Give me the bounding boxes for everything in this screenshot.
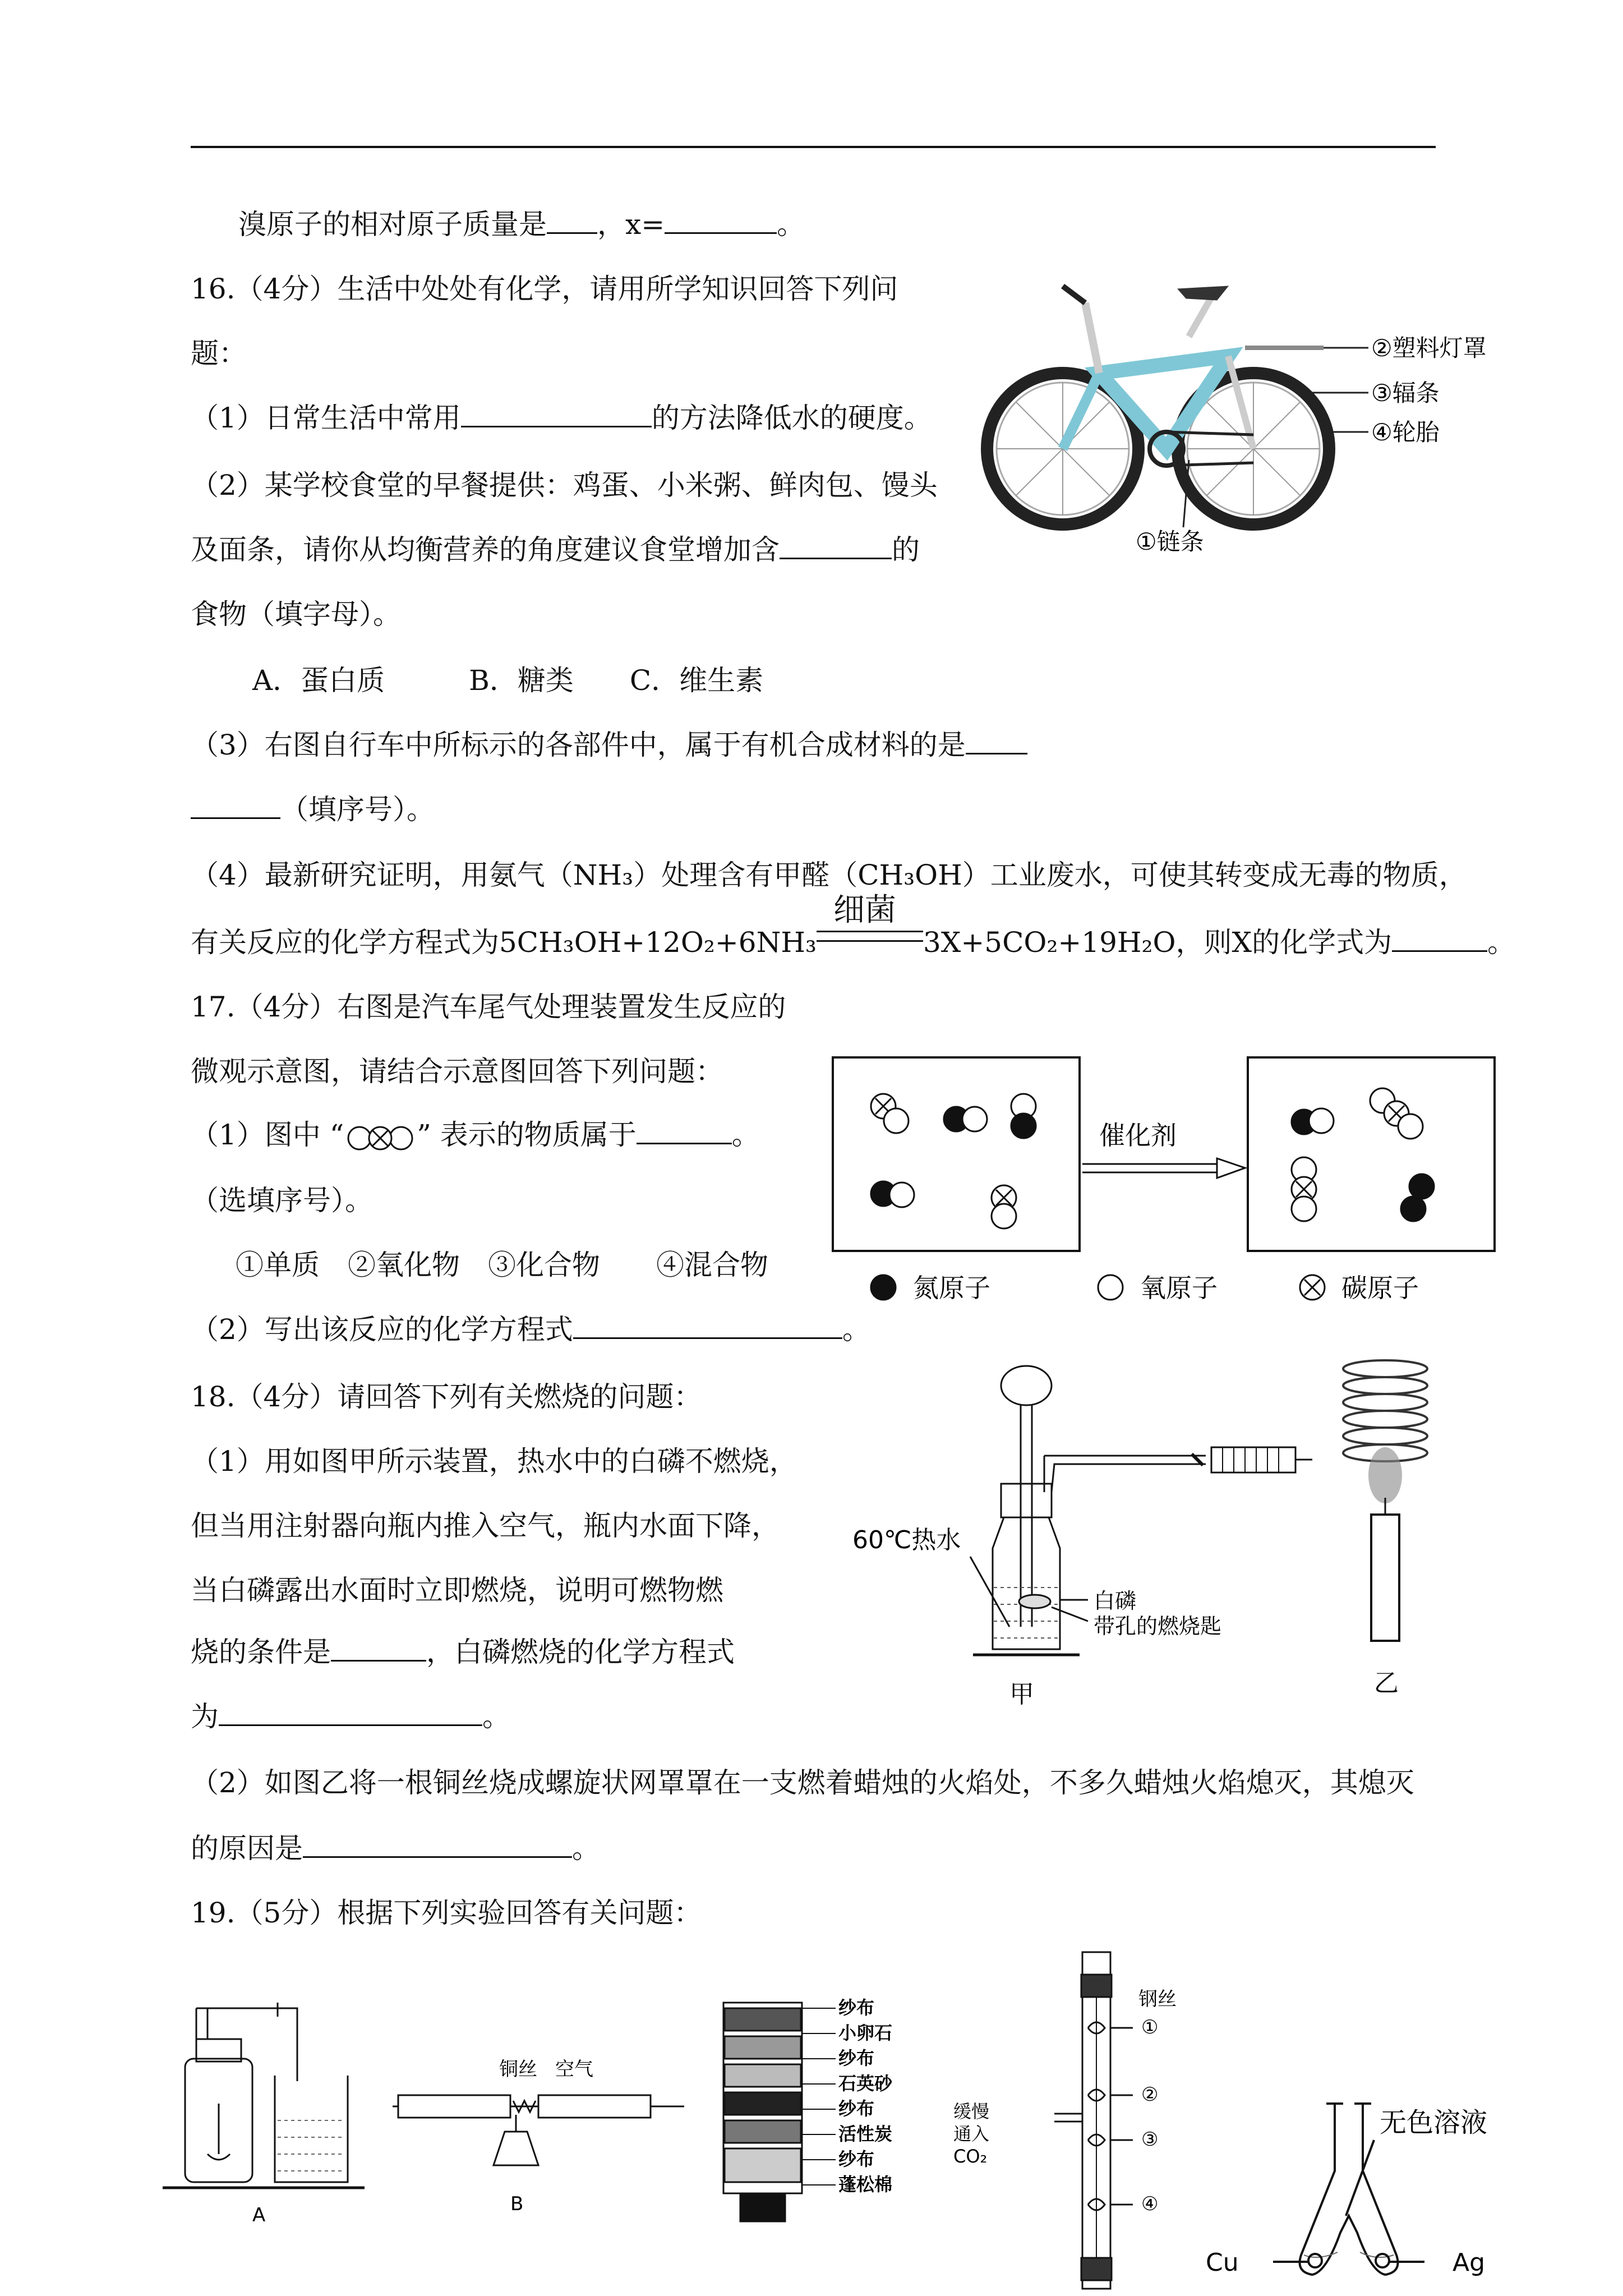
filter-layer-label: 纱布: [838, 1997, 875, 2018]
options: A．蛋白质 B．糖类 C．维生素: [252, 664, 764, 697]
text-line: （4）最新研究证明，用氨气（NH₃）处理含有甲醛（CH₃OH）工业废水，可使其转变成无毒的物质，: [191, 859, 1467, 891]
text-line: （1）日常生活中常用 的方法降低水的硬度。: [191, 402, 932, 434]
answer-blank[interactable]: [547, 208, 597, 234]
products-box: [1248, 1057, 1495, 1251]
answer-blank[interactable]: [191, 793, 280, 819]
label-steel-wire: 钢丝: [1138, 1988, 1177, 2010]
text-line: （1）图中 “ ” 表示的物质属于 。: [191, 1118, 760, 1153]
tube-number: ③: [1141, 2128, 1159, 2151]
label-A: A: [252, 2204, 266, 2226]
label-chain: ①链条: [1136, 528, 1204, 555]
text-line: 当白磷露出水面时立即燃烧，说明可燃物燃: [191, 1574, 723, 1607]
label-B: B: [510, 2193, 524, 2215]
apparatus-B: [393, 2042, 695, 2227]
label-jia: 甲: [1009, 1680, 1034, 1709]
equation-line: 有关反应的化学方程式为5CH₃OH+12O₂+6NH₃ 细菌 3X+5CO₂+19H₂O，则X的化学式为 。: [191, 892, 1516, 959]
catalyst-label: 催化剂: [1099, 1120, 1177, 1151]
label-spoon: 带孔的燃烧匙: [1094, 1614, 1222, 1639]
label-spoke: ③辐条: [1371, 379, 1440, 407]
text-line: 及面条，请你从均衡营养的角度建议食堂增加含 的: [191, 533, 920, 566]
answer-blank[interactable]: [461, 401, 652, 427]
reaction-diagram: [830, 1055, 1514, 1318]
filter-layer-label: 蓬松棉: [838, 2174, 893, 2195]
question-16: 16.（4分）生活中处处有化学，请用所学知识回答下列问: [191, 273, 898, 305]
y-tube-apparatus: [1206, 2087, 1520, 2294]
candle-apparatus-yi: [1324, 1352, 1447, 1711]
label-yi: 乙: [1374, 1669, 1399, 1697]
filter-layer-label: 石英砂: [838, 2073, 893, 2094]
text-line: （填序号）。: [191, 793, 435, 826]
label-colorless-solution: 无色溶液: [1380, 2107, 1488, 2138]
reaction-condition: 细菌: [833, 892, 896, 928]
answer-blank[interactable]: [331, 1635, 426, 1662]
filter-layer-label: 纱布: [838, 2098, 875, 2119]
answer-blank[interactable]: [780, 533, 892, 559]
answer-blank[interactable]: [966, 728, 1027, 754]
text-line: 为 。: [191, 1700, 510, 1733]
label-hot-water: 60℃热水: [852, 1526, 961, 1554]
water-filter: [718, 1997, 942, 2233]
combustion-apparatus-jia: [841, 1363, 1301, 1711]
label-white-phosphorus: 白磷: [1094, 1589, 1137, 1613]
answer-blank[interactable]: [573, 1313, 842, 1339]
options: ①单质 ②氧化物 ③化合物 ④混合物: [236, 1249, 768, 1281]
label-cu: Cu: [1206, 2248, 1239, 2277]
answer-blank[interactable]: [665, 208, 777, 234]
legend-nitrogen: 氮原子: [913, 1273, 990, 1303]
label-slow: 缓慢: [953, 2101, 990, 2122]
filter-layer-label: 小卵石: [838, 2022, 893, 2044]
label-tire: ④轮胎: [1371, 418, 1440, 446]
bicycle-figure: [965, 264, 1487, 578]
reactants-box: [833, 1057, 1080, 1251]
answer-blank[interactable]: [303, 1832, 572, 1858]
legend-carbon: 碳原子: [1341, 1273, 1419, 1303]
equals-sign: [817, 931, 923, 942]
answer-blank[interactable]: [637, 1118, 732, 1144]
legend-oxygen: 氧原子: [1140, 1273, 1218, 1303]
tube-number: ①: [1141, 2016, 1159, 2039]
question-19: 19.（5分）根据下列实验回答有关问题：: [191, 1897, 702, 1929]
text-line: （2）某学校食堂的早餐提供：鸡蛋、小米粥、鲜肉包、馒头: [191, 469, 938, 501]
label-air: 空气: [555, 2058, 593, 2081]
question-17: 17.（4分）右图是汽车尾气处理装置发生反应的: [191, 991, 786, 1023]
label-co2: CO₂: [953, 2146, 988, 2167]
text-line: 溴原子的相对原子质量是 ，x= 。: [238, 208, 805, 241]
filter-layer-label: 纱布: [838, 2148, 875, 2170]
filter-layer-label: 活性炭: [838, 2123, 893, 2145]
text-line: 微观示意图，请结合示意图回答下列问题：: [191, 1055, 723, 1088]
co2-tube-apparatus: [948, 1952, 1183, 2294]
co2-molecule-icon: [344, 1121, 417, 1153]
label-pass-in: 通入: [953, 2123, 990, 2145]
question-18: 18.（4分）请回答下列有关燃烧的问题：: [191, 1381, 702, 1413]
text-line: 烧的条件是 ，白磷燃烧的化学方程式: [191, 1636, 735, 1668]
label-copper-wire: 铜丝: [499, 2058, 537, 2081]
filter-layer-label: 纱布: [838, 2047, 875, 2069]
text-line: 的原因是 。: [191, 1832, 600, 1865]
tube-number: ②: [1141, 2083, 1159, 2106]
label-ag: Ag: [1453, 2248, 1486, 2277]
text-line: 食物（填字母）。: [191, 598, 401, 631]
text-line: （选填序号）。: [191, 1184, 373, 1217]
answer-blank[interactable]: [219, 1700, 482, 1726]
answer-blank[interactable]: [1392, 926, 1487, 952]
text-line: （2）写出该反应的化学方程式 。: [191, 1313, 870, 1346]
tube-number: ④: [1141, 2193, 1159, 2215]
text-line: 但当用注射器向瓶内推入空气，瓶内水面下降，: [191, 1510, 780, 1542]
text-line: （1）用如图甲所示装置，热水中的白磷不燃烧，: [191, 1445, 797, 1478]
text-line: （2）如图乙将一根铜丝烧成螺旋状网罩罩在一支燃着蜡烛的火焰处，不多久蜡烛火焰熄灭，其熄灭: [191, 1766, 1414, 1799]
text-line: 题：: [191, 337, 247, 370]
header-rule: [191, 146, 1436, 148]
label-lamp-cover: ②塑料灯罩: [1371, 334, 1487, 362]
apparatus-A: [163, 1986, 370, 2233]
text-line: （3）右图自行车中所标示的各部件中，属于有机合成材料的是: [191, 728, 1027, 762]
